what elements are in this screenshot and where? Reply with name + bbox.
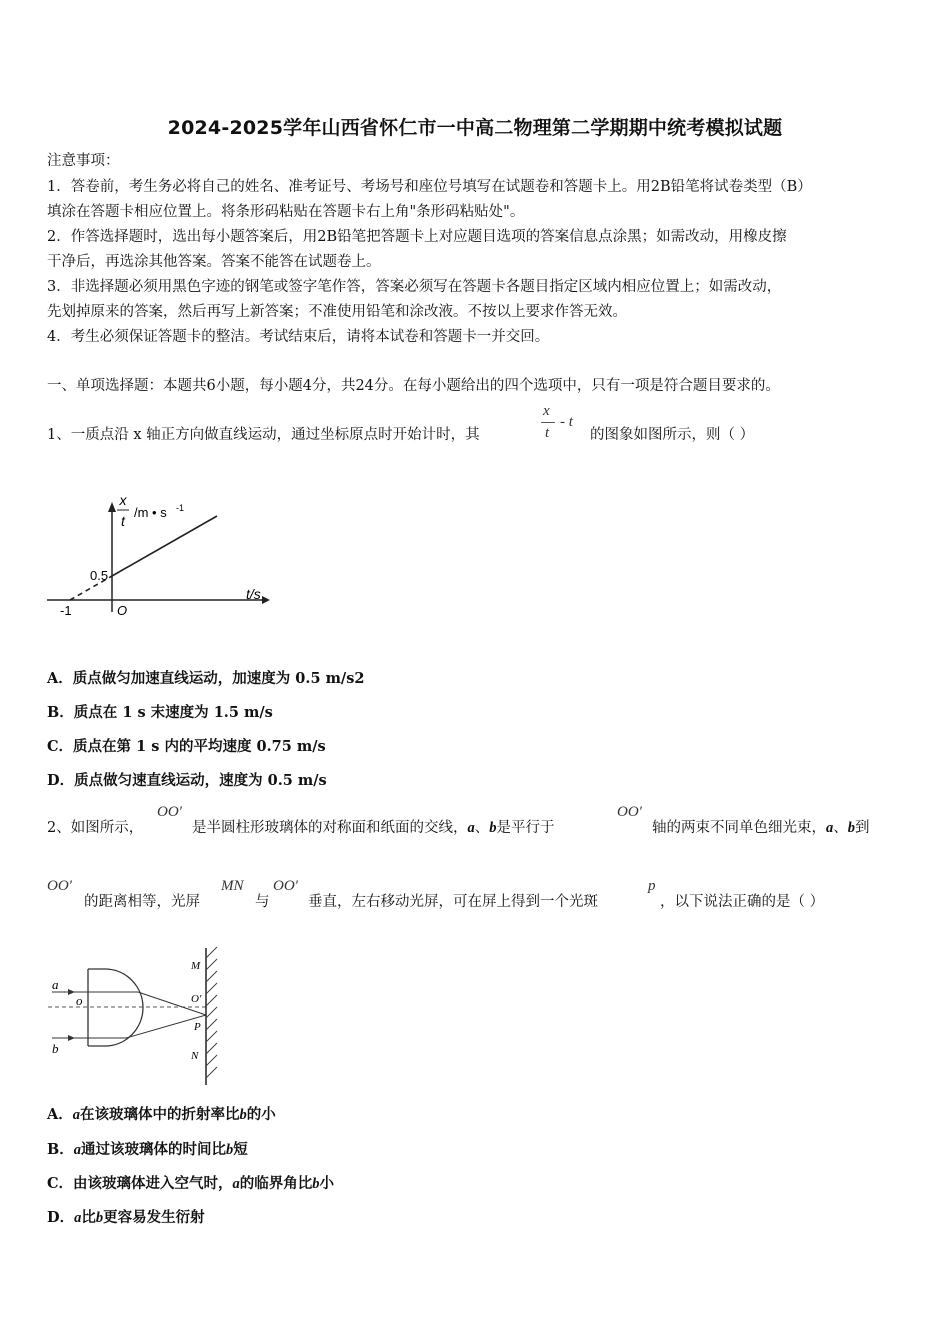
q2-oo: OO′ (617, 804, 642, 820)
y-label-num: x (119, 492, 127, 508)
q1-option-b[interactable]: B．质点在 1 s 末速度为 1.5 m/s (47, 704, 273, 721)
notice-line: 2．作答选择题时，选出每小题答案后，用2B铅笔把答题卡上对应题目选项的答案信息点涂黑；如需改动，用橡皮擦 (47, 229, 787, 245)
notice-line: 1．答卷前，考生务必将自己的姓名、准考证号、考场号和座位号填写在试题卷和答题卡上。用2B铅笔将试卷类型（B） (47, 179, 812, 195)
q2-option-d[interactable]: D．a比b更容易发生衍射 (47, 1209, 205, 1226)
ray-a-arrow (68, 989, 75, 995)
q2-stem-line1: 是半圆柱形玻璃体的对称面和纸面的交线，a、b是平行于 (192, 820, 555, 836)
x-axis-label: t/s (246, 586, 261, 602)
q1-stem-prefix: 1、一质点沿 x 轴正方向做直线运动，通过坐标原点时开始计时，其 (47, 427, 480, 443)
notice-line: 干净后，再选涂其他答案。答案不能答在试题卷上。 (47, 254, 381, 270)
origin-label: O (117, 603, 128, 618)
q2-stem-line2-mid: 垂直，左右移动光屏，可在屏上得到一个光斑 (308, 894, 598, 910)
q2-option-c[interactable]: C．由该玻璃体进入空气时，a的临界角比b小 (47, 1175, 335, 1192)
q1-stem-suffix: 的图象如图所示，则（ ） (590, 427, 755, 443)
q2-stem-line2-with: 与 (255, 894, 270, 910)
screen-hatching (206, 947, 217, 1078)
q2-oo: OO′ (47, 878, 72, 894)
notice-line: 填涂在答题卡相应位置上。将条形码粘贴在答题卡右上角"条形码粘贴处"。 (47, 204, 525, 220)
y-unit: /m • s (134, 505, 167, 520)
q2-p: p (648, 878, 656, 894)
ray-b-arrow (68, 1035, 75, 1041)
label-m: M (191, 960, 201, 972)
q2-option-a[interactable]: A．a在该玻璃体中的折射率比b的小 (47, 1106, 276, 1123)
q1-formula-den: t (545, 425, 550, 441)
label-b: b (52, 1041, 59, 1056)
q1-formula-rest: - t (560, 414, 573, 430)
y-label-den: t (121, 513, 125, 529)
label-o-prime: O′ (191, 993, 202, 1005)
label-a: a (52, 977, 59, 992)
q2-stem-line2: 的距离相等，光屏 (84, 894, 200, 910)
q1-formula-num: x (543, 403, 550, 419)
q2-stem-line2-end: ，以下说法正确的是（ ） (660, 894, 825, 910)
q2-oo: OO′ (273, 878, 298, 894)
section-heading: 一、单项选择题：本题共6小题，每小题4分，共24分。在每小题给出的四个选项中，只有一项是符合题目要求的。 (47, 378, 780, 394)
notice-heading: 注意事项： (47, 153, 120, 169)
notice-line: 先划掉原来的答案，然后再写上新答案；不准使用铅笔和涂改液。不按以上要求作答无效。 (47, 304, 627, 320)
q1-option-d[interactable]: D．质点做匀速直线运动，速度为 0.5 m/s (47, 772, 327, 789)
notice-line: 4．考生必须保证答题卡的整洁。考试结束后，请将本试卷和答题卡一并交回。 (47, 329, 550, 345)
q2-stem-line1-end: 轴的两束不同单色细光束，a、b到 (652, 820, 870, 836)
page-title: 2024-2025学年山西省怀仁市一中高二物理第二学期期中统考模拟试题 (167, 117, 783, 139)
q2-stem-start: 2、如图所示， (47, 820, 144, 836)
q2-oo: OO′ (157, 804, 182, 820)
label-p: P (194, 1021, 201, 1033)
q1-option-c[interactable]: C．质点在第 1 s 内的平均速度 0.75 m/s (47, 738, 326, 755)
label-n: N (191, 1050, 199, 1062)
q2-mn: MN (221, 878, 244, 894)
q1-option-a[interactable]: A．质点做匀加速直线运动，加速度为 0.5 m/s2 (47, 670, 365, 687)
notice-line: 3．非选择题必须用黑色字迹的钢笔或签字笔作答，答案必须写在答题卡各题目指定区域内相应位置上；如需改动， (47, 279, 782, 295)
intercept-label: 0.5 (90, 568, 109, 583)
y-unit-exp: -1 (176, 503, 185, 513)
q2-option-b[interactable]: B．a通过该玻璃体的时间比b短 (47, 1141, 248, 1158)
label-o: o (76, 993, 83, 1008)
x-intercept-label: -1 (60, 603, 72, 618)
